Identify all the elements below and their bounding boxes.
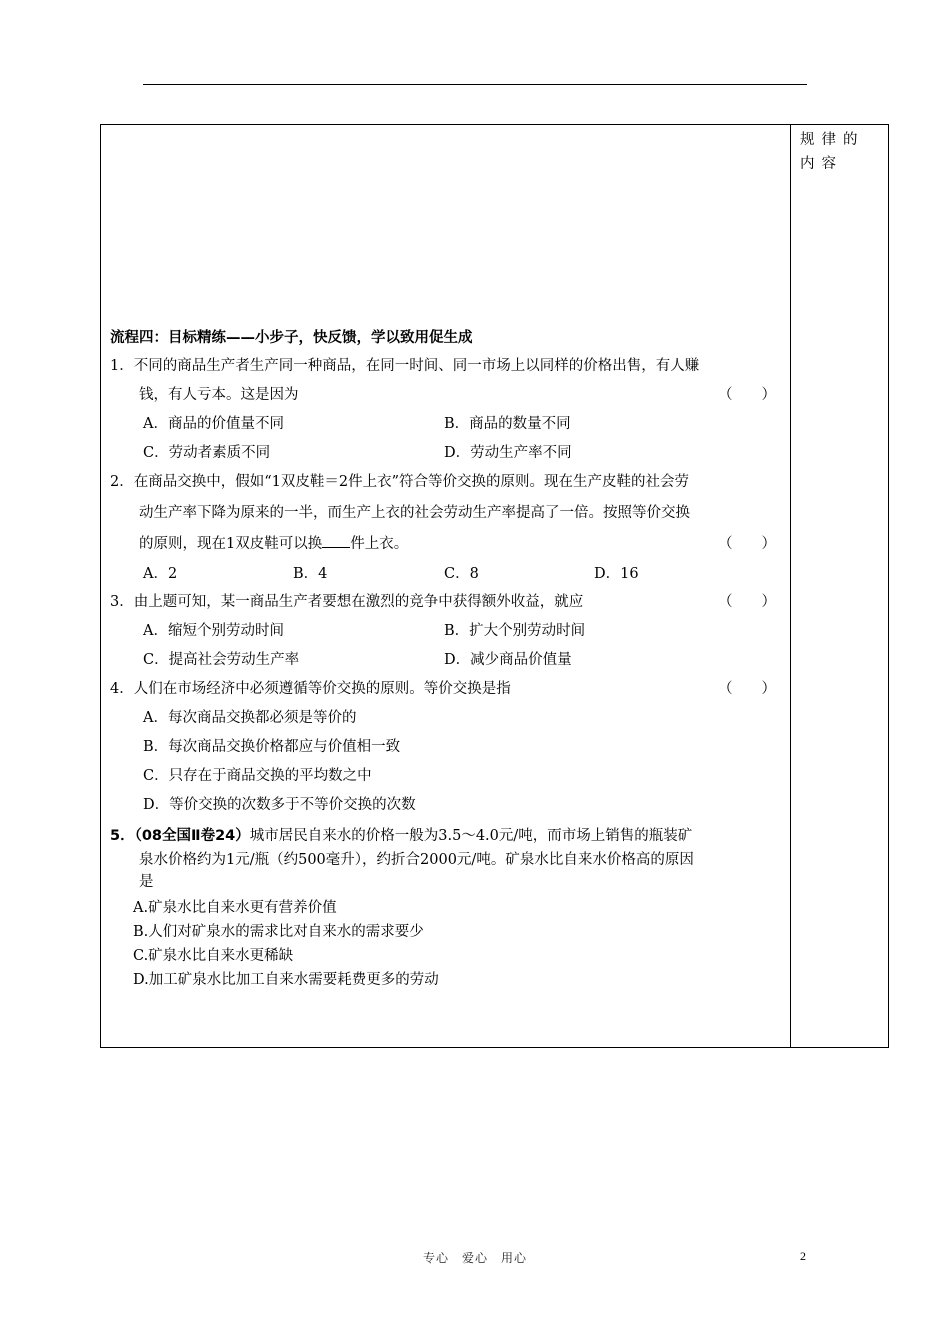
side-note: 规律的内容 [800, 132, 865, 172]
q5-option-b: B.人们对矿泉水的需求比对自来水的需求要少 [133, 924, 424, 940]
page-number: 2 [800, 1249, 806, 1263]
section-heading: 流程四：目标精练——小步子，快反馈，学以致用促生成 [110, 330, 473, 346]
q4-option-c: C．只存在于商品交换的平均数之中 [143, 768, 372, 784]
header-rule [143, 84, 807, 85]
q5-source: （08全国Ⅱ卷24） [134, 828, 250, 844]
q5-stem-line3: 是 [139, 874, 154, 890]
q4-stem: 4．人们在市场经济中必须遵循等价交换的原则。等价交换是指 [110, 681, 511, 697]
q5-stem-line2: 泉水价格约为1元/瓶（约500毫升），约折合2000元/吨。矿泉水比自来水价格高的原因 [139, 852, 694, 868]
q3-answer-paren: （ ） [718, 594, 776, 610]
q3-option-a: A．缩短个别劳动时间 [143, 623, 284, 639]
q2-option-d: D．16 [594, 566, 639, 582]
column-divider [790, 125, 791, 1047]
q1-stem-line2: 钱，有人亏本。这是因为 [139, 387, 299, 403]
q5-stem-line1 [110, 825, 692, 847]
q2-stem-line3-pre: 的原则，现在1双皮鞋可以换 [139, 536, 323, 552]
q2-stem-line2: 动生产率下降为原来的一半，而生产上衣的社会劳动生产率提高了一倍。按照等价交换 [139, 505, 690, 521]
q5-number: 5． [110, 828, 135, 844]
q2-stem-line3-post: 件上衣。 [350, 536, 409, 552]
q1-answer-paren: （ ） [718, 387, 776, 403]
q2-option-a: A．2 [143, 566, 178, 582]
q4-option-d: D．等价交换的次数多于不等价交换的次数 [143, 797, 416, 813]
q2-answer-blank [322, 533, 350, 548]
q2-answer-paren: （ ） [718, 536, 776, 552]
q1-option-a: A．商品的价值量不同 [143, 416, 284, 432]
q5-option-d: D.加工矿泉水比加工自来水需要耗费更多的劳动 [133, 972, 439, 988]
q2-option-c: C．8 [444, 566, 479, 582]
q1-option-d: D．劳动生产率不同 [444, 445, 572, 461]
q4-option-b: B．每次商品交换价格都应与价值相一致 [143, 739, 401, 755]
q5-option-a: A.矿泉水比自来水更有营养价值 [133, 900, 337, 916]
q4-answer-paren: （ ） [718, 681, 776, 697]
q1-option-c: C．劳动者素质不同 [143, 445, 271, 461]
q2-stem-line3 [139, 533, 408, 555]
q5-option-c: C.矿泉水比自来水更稀缺 [133, 948, 294, 964]
q2-option-b: B．4 [293, 566, 328, 582]
q3-option-d: D．减少商品价值量 [444, 652, 572, 668]
q1-option-b: B．商品的数量不同 [444, 416, 571, 432]
q3-option-b: B．扩大个别劳动时间 [444, 623, 586, 639]
page-footer: 专心 爱心 用心 [422, 1251, 527, 1265]
q2-stem-line1: 2．在商品交换中，假如“1双皮鞋＝2件上衣”符合等价交换的原则。现在生产皮鞋的社会劳 [110, 474, 689, 490]
q3-stem: 3．由上题可知，某一商品生产者要想在激烈的竞争中获得额外收益，就应 [110, 594, 584, 610]
q4-option-a: A．每次商品交换都必须是等价的 [143, 710, 357, 726]
q3-option-c: C．提高社会劳动生产率 [143, 652, 300, 668]
q1-stem-line1: 1．不同的商品生产者生产同一种商品，在同一时间、同一市场上以同样的价格出售，有人赚 [110, 358, 700, 374]
q5-stem-text1: 城市居民自来水的价格一般为3.5～4.0元/吨，而市场上销售的瓶装矿 [249, 828, 693, 844]
